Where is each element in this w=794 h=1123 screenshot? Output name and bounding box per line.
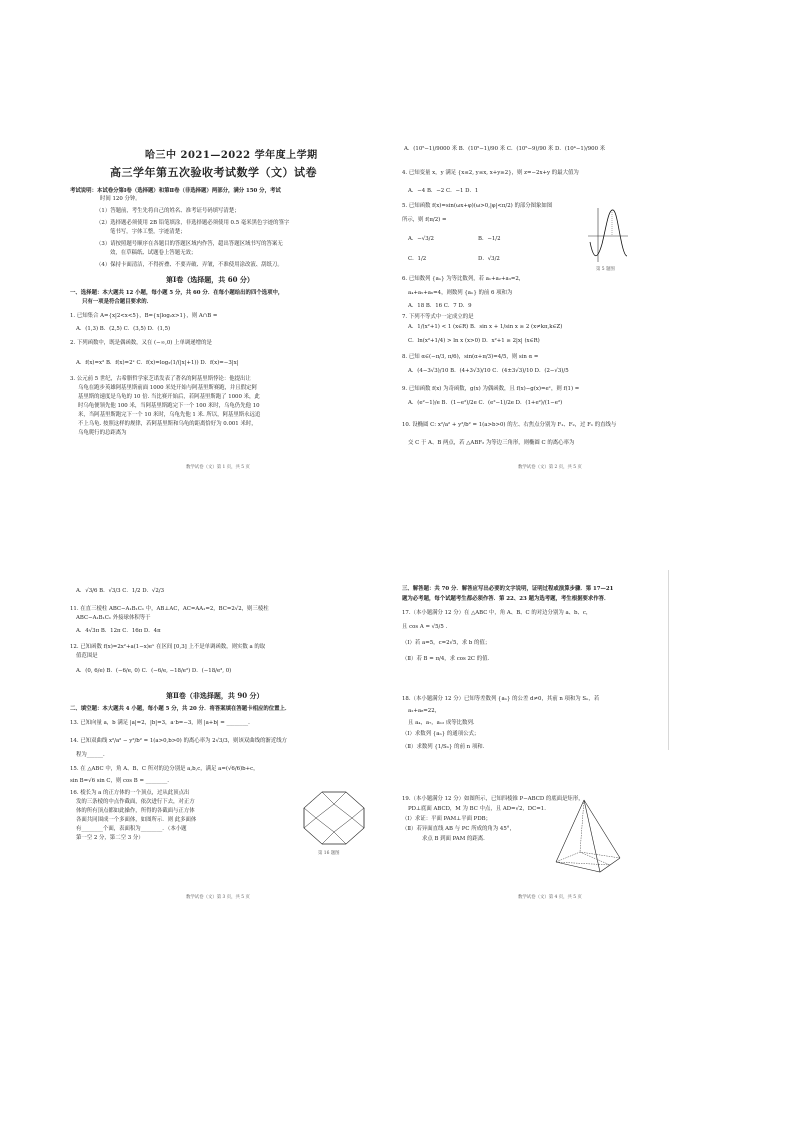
exam-page-4: [402, 578, 720, 908]
exam-rule-3: （3）请按照题号顺序在各题目的答题区域内作答，超出答题区域书写的答案无: [96, 241, 283, 247]
question-16-line: 体的所有顶点都如此操作，所得的各截面与正方体: [76, 808, 195, 814]
question-2-options: A．f(x)=x² B．f(x)=2ˣ C．f(x)=log₂(1/(|x|+1)) D．f(x)=−3|x|: [76, 360, 239, 366]
question-8-options: A．(4−3√3)/10 B．(4+3√3)/10 C．(4±3√3)/10 D．(2−√3)/5: [408, 368, 569, 374]
question-11-line: ABC−A₁B₁C₁ 外接球体积等于: [76, 615, 151, 621]
question-5-option-b: B．−1/2: [478, 236, 501, 242]
question-18-line: 18.（本小题满分 12 分）已知等差数列 {aₙ} 的公差 d≠0，其前 n 项和为 Sₙ，若: [402, 696, 600, 702]
question-18-line: 且 a₄，a₇，a₁₂ 成等比数列．: [408, 720, 479, 726]
question-14-line: 程为______.: [76, 752, 105, 758]
page-edge-divider: [668, 570, 669, 750]
question-3-line: 基里斯的速度是乌龟的 10 倍. 当比赛开始后，若阿基里斯跑了 1000 米，此: [78, 394, 260, 400]
question-15-line: sin B=√6 sin C，则 cos B = ________.: [70, 778, 169, 784]
section-1-heading: 一、选择题：本大题共 12 小题，每小题 5 分，共 60 分．在每小题给出的四个选项中，: [70, 290, 284, 296]
question-19-part-2: （Ⅱ）若异面直线 AB 与 PC 所成的角为 45°，: [402, 826, 515, 832]
question-3-options: A．(10⁵−1)/9000 米 B．(10⁵−1)/90 米 C．(10⁵−9)/90 米 D．(10⁴−1)/900 米: [404, 146, 606, 152]
question-1-options: A．(1,3) B．(2,5) C．(3,5) D．(1,5): [76, 326, 171, 332]
page-footer: 数学试卷（文）第 1 页，共 5 页: [186, 465, 250, 470]
page-footer: 数学试卷（文）第 4 页，共 5 页: [518, 895, 582, 900]
question-11-line: 11. 在直三棱柱 ABC−A₁B₁C₁ 中，AB⊥AC，AC=AA₁=2，BC=2√2，则三棱柱: [70, 606, 269, 612]
question-8: 8. 已知 α∈(−π/3, π/6)，sin(α+π/3)=4/5，则 sin α =: [402, 354, 539, 360]
question-5-line: 所示，则 f(π/2) =: [402, 217, 447, 223]
question-7-options-ab: A．1/(x²+1) < 1 (x∈R) B．sin x + 1/sin x ≥ 2 (x≠kπ,k∈Z): [408, 324, 563, 330]
exam-rule-2-cont: 笔书写，字体工整，字迹清楚；: [110, 229, 186, 235]
question-17-line: 17.（本小题满分 12 分）在 △ABC 中，角 A、B、C 的对边分别为 a、b、c，: [402, 610, 592, 616]
question-11-options: A．4√3π B．12π C．16π D．4π: [76, 628, 161, 634]
exam-note: 考试说明：本试卷分第Ⅰ卷（选择题）和第Ⅱ卷（非选择题）两部分，满分 150 分，考试: [70, 188, 281, 194]
question-18-part-1: （Ⅰ）求数列 {aₙ} 的通项公式；: [402, 731, 480, 737]
section-1-heading-cont: 只有一项是符合题目要求的．: [82, 299, 153, 305]
page-footer: 数学试卷（文）第 2 页，共 5 页: [518, 465, 582, 470]
question-12-options: A．(0, 6/e) B．(−6/e, 0) C．(−6/e, −18/e²) D．(−18/e³, 0): [76, 668, 232, 674]
exam-rule-2: （2）选择题必须使用 2B 铅笔填涂，非选择题必须使用 0.5 毫米黑色字迹的签字: [96, 220, 290, 226]
question-15-line: 15. 在 △ABC 中，角 A、B、C 所对的边分别是 a,b,c，满足 a=(√6/6)b+c，: [70, 766, 259, 772]
question-17-part-1: （Ⅰ）若 a=5，c=2√5，求 b 的值；: [402, 640, 491, 646]
question-17-part-2: （Ⅱ）若 B = π/4，求 cos 2C 的值．: [402, 656, 493, 662]
question-3-line: 米，当阿基里斯跑完下一个 10 米时，乌龟先他 1 米. 所以，阿基里斯永远追: [78, 412, 261, 418]
question-6-options: A．18 B．16 C．7 D．9: [408, 303, 472, 309]
section-3-heading-cont: 题为必考题，每个试题考生都必须作答．第 22、23 题为选考题，考生根据要求作答．: [402, 596, 610, 602]
question-7: 7. 下列不等式中一定成立的是: [402, 314, 474, 320]
question-12-line: 值范围是: [76, 653, 98, 659]
exam-page-1: [70, 138, 388, 478]
question-17-line: 且 cos A = √5/5 .: [402, 624, 448, 630]
exam-rule-1: （1）答题前，考生先将自己的姓名、准考证号码填写清楚；: [96, 208, 240, 214]
question-16-line: 发的三条棱的中点作截面，依次进行下去，对正方: [76, 799, 195, 805]
figure-16-caption: 第 16 题图: [318, 851, 340, 856]
question-12-line: 12. 已知函数 f(x)=2x²+a(1−x)eˣ 在区间 [0,3] 上不是单调函数，则实数 a 的取: [70, 644, 266, 650]
exam-rule-3-cont: 效，在草稿纸、试题卷上答题无效；: [110, 250, 197, 256]
exam-page-3: [70, 578, 388, 908]
figure-5-caption: 第 5 题图: [596, 267, 615, 272]
question-10-options: A．√3/6 B．√3/3 C．1/2 D．√2/3: [76, 588, 165, 594]
question-3-line: 3. 公元前 5 世纪，古希腊哲学家芝诺发表了著名的阿基里斯悖论：他提出让: [70, 376, 251, 382]
question-16-line: 16. 棱长为 a 的正方体的一个顶点，过从此顶点出: [70, 790, 190, 796]
question-6-line: 6. 已知数列 {aₙ} 为等比数列，若 a₁+a₂+a₃=2，: [402, 276, 525, 282]
question-19-line: PD⊥底面 ABCD，M 为 BC 中点，且 AD=√2，DC=1．: [408, 806, 550, 812]
question-19-part-1: （Ⅰ）求证：平面 PAM⊥平面 PDB；: [402, 816, 491, 822]
question-16-line: 第一空 2 分，第二空 3 分）: [76, 835, 144, 841]
question-4-options: A．−4 B．−2 C．−1 D．1: [408, 188, 479, 194]
question-16-line: 有________个面，表面积为________．（本小题: [76, 826, 187, 832]
question-5-option-c: C．1/2: [408, 256, 427, 262]
question-3-line: 乌龟在跑步英雄阿基里斯前面 1000 米处开始与阿基里斯赛跑，并且假定阿: [78, 385, 257, 391]
question-18-line: a₂+a₈=22，: [408, 708, 441, 714]
exam-note-cont: 时间 120 分钟。: [100, 196, 141, 202]
exam-title-line2: 高三学年第五次验收考试数学（文）试卷: [110, 166, 317, 179]
question-6-line: a₄+a₅+a₆=4，则数列 {aₙ} 的前 6 项和为: [408, 290, 513, 296]
section-2-heading: 二、填空题：本大题共 4 小题，每小题 5 分，共 20 分．将答案填在答题卡相应的位置上．: [70, 706, 291, 712]
question-5-line: 5. 已知函数 f(x)=sin(ωx+φ)(ω>0,|φ|<π/2) 的部分图象如图: [402, 203, 553, 209]
question-3-line: 不上乌龟. 按照这样的规律，若阿基里斯和乌龟的距离恰好为 0.001 米时，: [78, 421, 257, 427]
question-14-line: 14. 已知双曲线 x²/a² − y²/b² = 1(a>0,b>0) 的离心率为 2√3/3，则该双曲线的渐近线方: [70, 738, 287, 744]
polyhedron-figure: [302, 790, 366, 846]
sine-graph-figure: [588, 206, 628, 264]
exam-page-2: [402, 138, 720, 478]
question-10-line: 交 C 于 A、B 两点，若 △ABF₂ 为等边三角形，则椭圆 C 的离心率为: [408, 440, 575, 446]
question-19-part-2-cont: 求点 B 到面 PAM 的距离．: [422, 836, 489, 842]
exam-rule-4: （4）保持卡面清洁，不得折叠、不要弄破、弄皱，不准使用涂改液、刮纸刀。: [96, 262, 283, 268]
question-10-line: 10. 设椭圆 C: x²/a² + y²/b² = 1(a>b>0) 的左、右焦点分别为 F₁、F₂，过 F₁ 的直线与: [402, 422, 617, 428]
question-9: 9. 已知函数 f(x) 为奇函数，g(x) 为偶函数，且 f(x)−g(x)=eˣ，则 f(1) =: [402, 386, 580, 392]
section-3-heading: 三、解答题：共 70 分．解答应写出必要的文字说明，证明过程或演算步骤．第 17—21: [402, 586, 614, 592]
question-13: 13. 已知向量 a，b 满足 |a|=2，|b|=3，a·b=−3，则 |a+b| = ________.: [70, 720, 250, 726]
exam-title-line1: 哈三中 2021—2022 学年度上学期: [145, 150, 318, 161]
question-3-line: 乌龟爬行的总距离为: [78, 430, 127, 436]
question-18-part-2: （Ⅱ）求数列 {1/Sₙ} 的前 n 项和．: [402, 744, 489, 750]
question-16-line: 各面共同围成一个多面体，如图所示．则 此多面体: [76, 817, 197, 823]
part-1-title: 第Ⅰ卷（选择题，共 60 分）: [166, 275, 254, 284]
part-2-title: 第Ⅱ卷（非选择题，共 90 分）: [166, 691, 264, 700]
question-3-line: 时乌龟便领先他 100 米，当阿基里斯跑完下一个 100 米时，乌龟仍先他 10: [78, 403, 260, 409]
question-19-line: 19.（本小题满分 12 分）如图所示，已知四棱锥 P−ABCD 的底面是矩形，: [402, 796, 584, 802]
question-5-option-d: D．√3/2: [478, 256, 500, 262]
pyramid-figure: [550, 798, 626, 878]
question-7-options-cd: C．ln(x²+1/4) > ln x (x>0) D．x²+1 ≥ 2|x| (x∈R): [408, 338, 540, 344]
question-5-option-a: A．−√3/2: [408, 236, 434, 242]
question-9-options: A．(e²−1)/e B．(1−e²)/2e C．(e²−1)/2e D．(1+e²)/(1−e²): [408, 400, 563, 406]
question-4: 4. 已知变量 x，y 满足 {x≤2, y≤x, x+y≥2}，则 z=−2x+y 的最大值为: [402, 170, 579, 176]
question-2: 2. 下列函数中，既是偶函数，又在 (−∞,0) 上单调递增的是: [70, 340, 212, 346]
question-1: 1. 已知集合 A={x|2<x<5}，B={x|log₂x>1}，则 A∩B =: [70, 313, 218, 319]
page-footer: 数学试卷（文）第 3 页，共 5 页: [186, 895, 250, 900]
